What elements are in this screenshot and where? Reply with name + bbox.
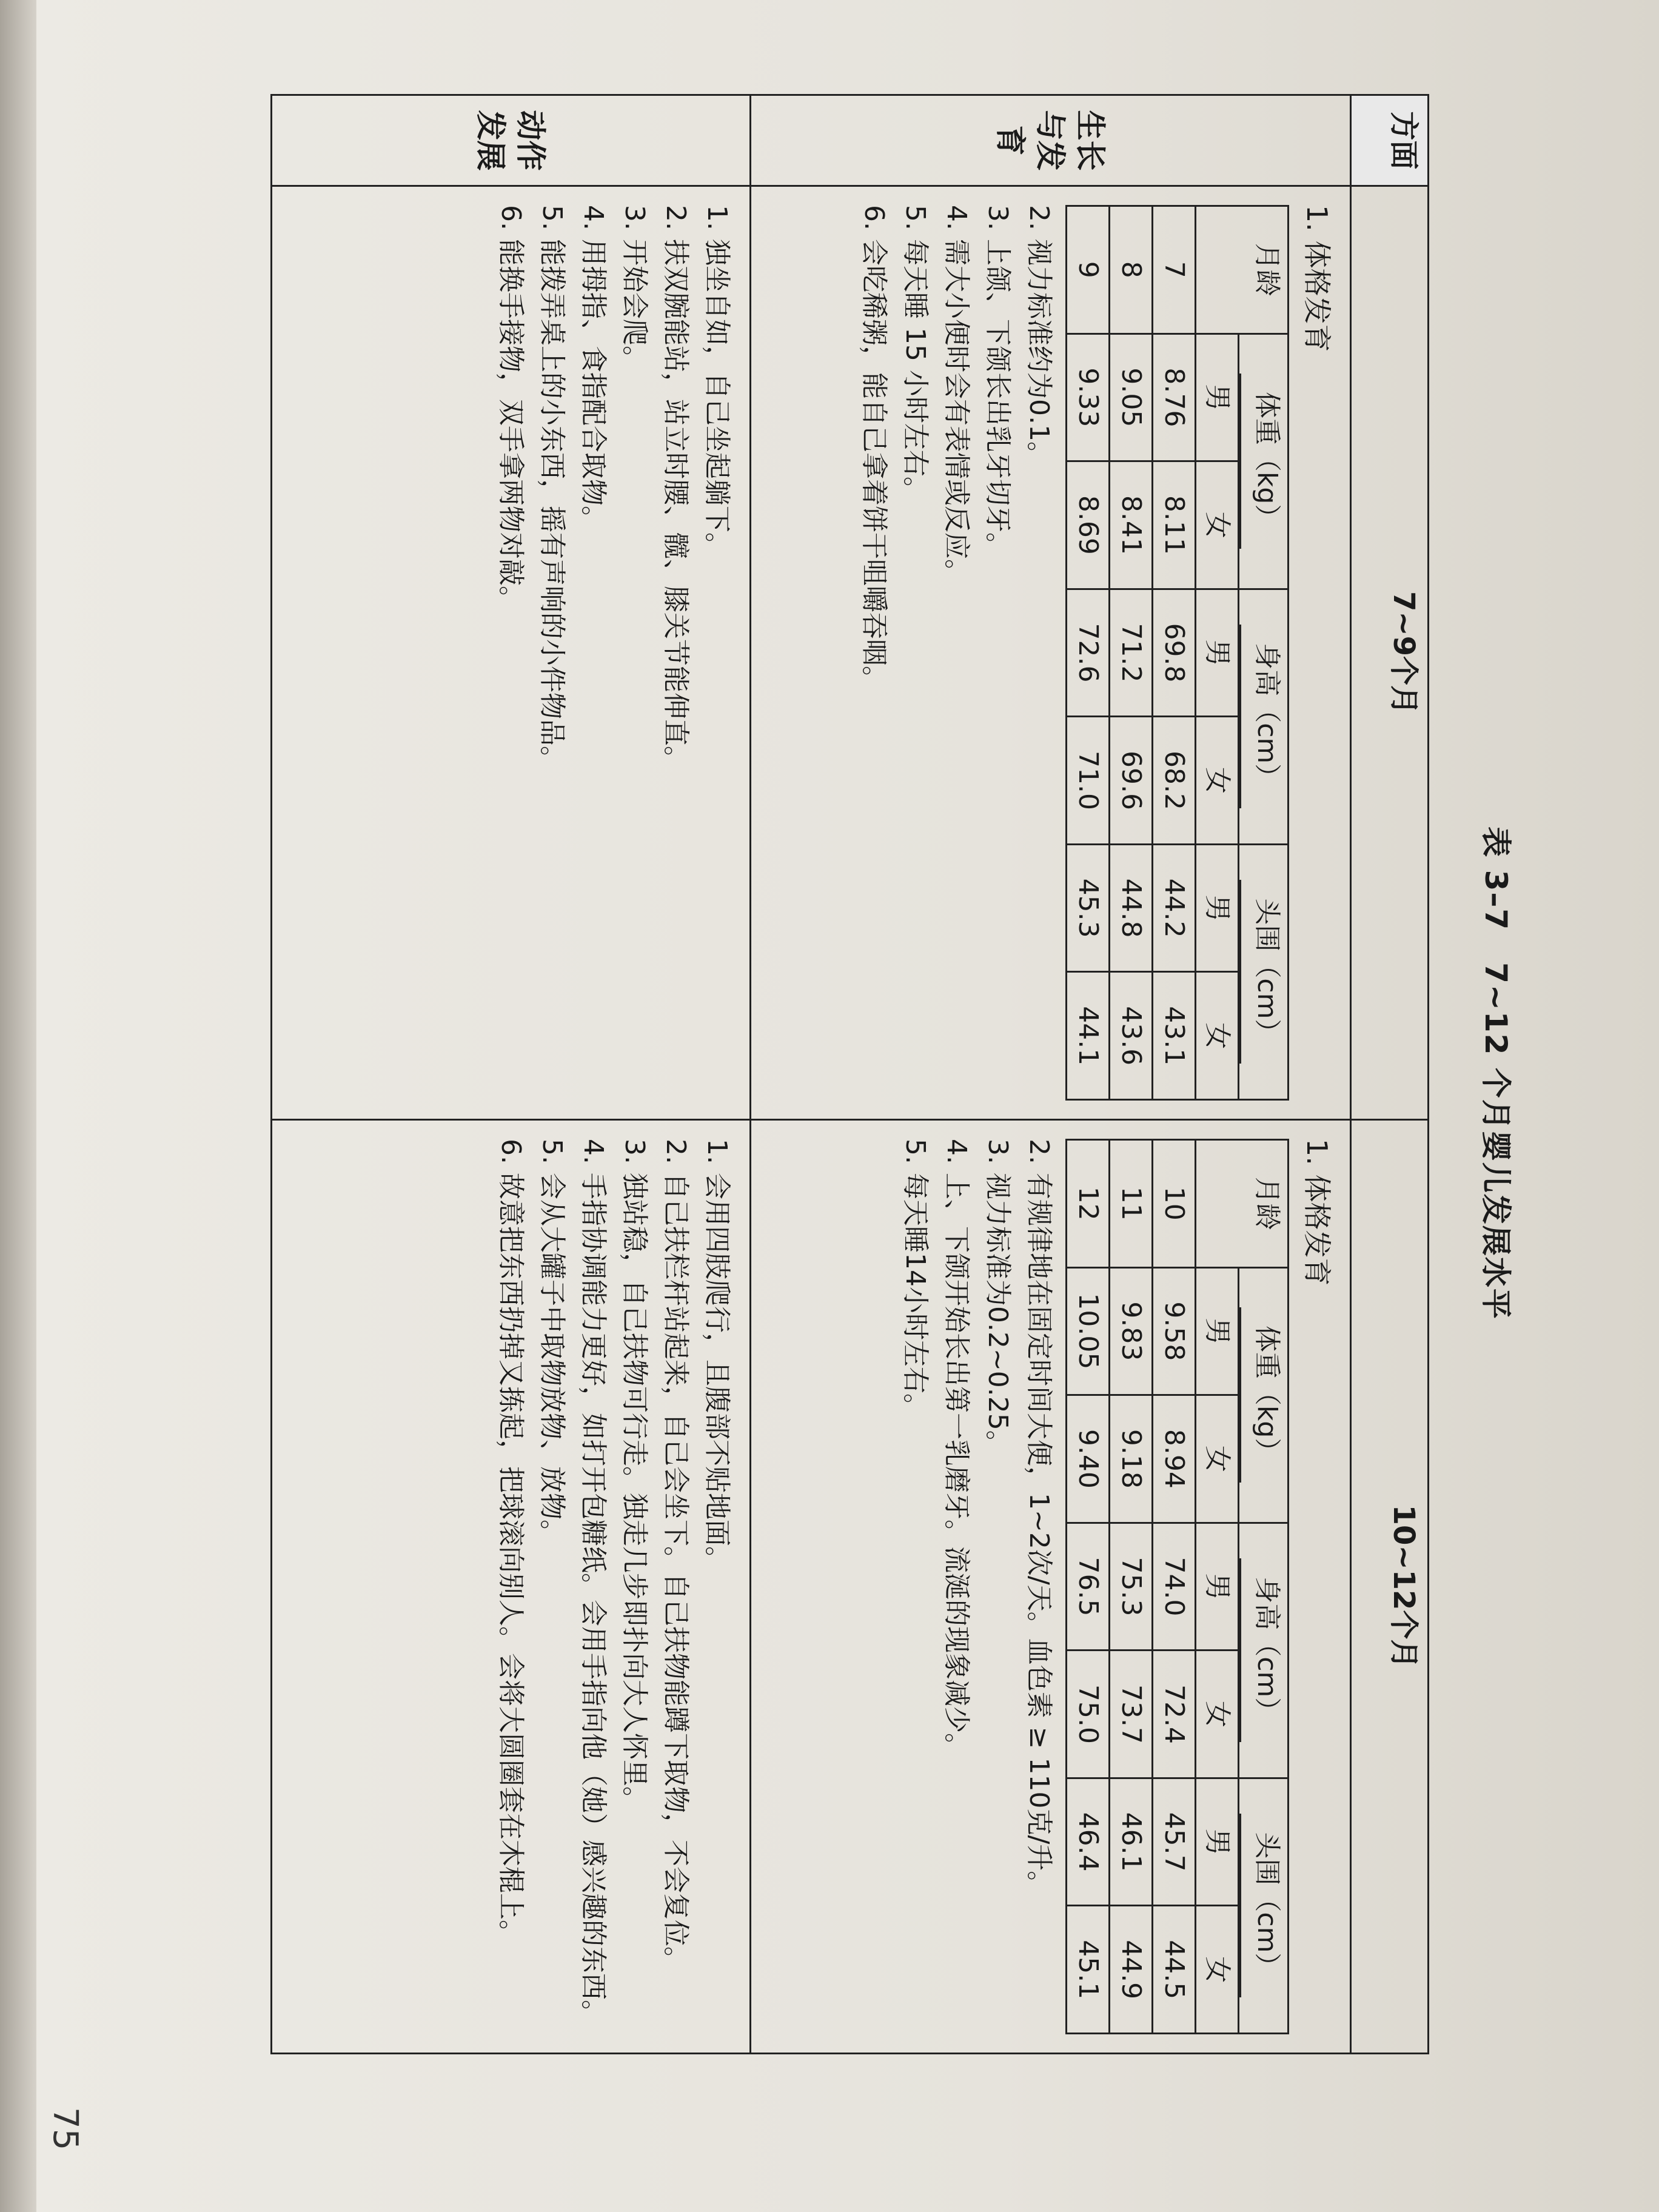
period-a-header: 7~9个月 — [1351, 186, 1429, 1120]
list-item: 4. 上、下颌开始长出第一乳磨牙。流涎的现象减少。 — [941, 1139, 972, 1760]
section-title: 1. 体格发育 — [1301, 1139, 1333, 1286]
list-item: 2. 扶双腕能站，站立时腰、髋、膝关节能伸直。 — [660, 205, 691, 773]
metrics-sex-row — [1196, 206, 1239, 1100]
metrics-data-row: 9 9.33 8.69 72.6 71.0 45.3 44.1 — [1067, 206, 1110, 1100]
sex-label: 男 — [1196, 1267, 1239, 1395]
sex-label: 女 — [1196, 717, 1239, 845]
sex-label: 女 — [1196, 1906, 1239, 2034]
growth-period-b-cell — [751, 1120, 1351, 2054]
metrics-data-row: 8 9.05 8.41 71.2 69.6 44.8 43.6 — [1110, 206, 1153, 1100]
motor-row — [272, 95, 751, 2054]
table-header-row — [1351, 95, 1429, 2054]
height-group-header: 身高（cm） — [1239, 589, 1289, 844]
list-item: 3. 上颌、下颌长出乳牙切牙。 — [982, 205, 1013, 559]
list-item: 5. 能拨弄桌上的小东西，摇有声响的小件物品。 — [537, 205, 568, 773]
motor-aspect-label: 动作发展 — [272, 95, 751, 186]
sex-label: 男 — [1196, 844, 1239, 972]
list-item: 3. 视力标准为0.2~0.25。 — [982, 1139, 1013, 1457]
motor-period-a-cell — [272, 186, 751, 1120]
head-group-header: 头围（cm） — [1239, 1778, 1289, 2033]
page-edge — [0, 0, 36, 2212]
metrics-group-row — [1239, 206, 1289, 1100]
height-group-header: 身高（cm） — [1239, 1523, 1289, 1778]
motor-period-b-cell — [272, 1120, 751, 2054]
sex-label: 女 — [1196, 1395, 1239, 1523]
growth-aspect-label: 生长与发育 — [751, 95, 1351, 186]
list-item: 5. 每天睡 15 小时左右。 — [900, 205, 931, 503]
growth-row — [751, 95, 1351, 2054]
weight-group-header: 体重（kg） — [1239, 333, 1289, 589]
list-item: 2. 自己扶栏杆站起来，自己会坐下。自己扶物能蹲下取物，不会复位。 — [660, 1139, 691, 1973]
metrics-group-row — [1239, 1140, 1289, 2034]
sex-label: 女 — [1196, 1651, 1239, 1778]
list-item: 5. 每天睡14小时左右。 — [900, 1139, 931, 1420]
rotated-page — [186, 94, 1520, 2053]
metrics-table-b — [1065, 1139, 1289, 2034]
list-item: 3. 独站稳，自己扶物可行走。独走几步即扑向大人怀里。 — [619, 1139, 650, 1813]
sex-label: 男 — [1196, 1523, 1239, 1651]
age-column-header: 月龄 — [1196, 1140, 1289, 1268]
list-item: 4. 用拇指、食指配合取物。 — [578, 205, 609, 532]
sex-label: 女 — [1196, 972, 1239, 1100]
development-table — [270, 94, 1429, 2054]
metrics-data-row: 7 8.76 8.11 69.8 68.2 44.2 43.1 — [1153, 206, 1196, 1100]
list-item: 2. 视力标准约为0.1。 — [1024, 205, 1054, 468]
metrics-sex-row — [1196, 1140, 1239, 2034]
list-item: 5. 会从大罐子中取物放物、放物。 — [537, 1139, 568, 1546]
sex-label: 男 — [1196, 589, 1239, 717]
growth-period-a-cell — [751, 186, 1351, 1120]
list-item: 6. 故意把东西扔掉又拣起，把球滚向别人。会将大圆圈套在木棍上。 — [495, 1139, 526, 1946]
weight-group-header: 体重（kg） — [1239, 1267, 1289, 1523]
metrics-data-row: 12 10.05 9.40 76.5 75.0 46.4 45.1 — [1067, 1140, 1110, 2034]
metrics-table-a — [1065, 205, 1289, 1101]
period-b-header: 10~12个月 — [1351, 1120, 1429, 2054]
sex-label: 男 — [1196, 333, 1239, 461]
list-item: 1. 会用四肢爬行，且腹部不贴地面。 — [702, 1139, 732, 1573]
sex-label: 女 — [1196, 461, 1239, 589]
age-column-header: 月龄 — [1196, 206, 1289, 334]
table-title: 表 3–7 7~12 个月婴儿发展水平 — [1478, 826, 1513, 1320]
section-title: 1. 体格发育 — [1301, 205, 1333, 352]
aspect-header: 方面 — [1351, 95, 1429, 186]
metrics-data-row: 10 9.58 8.94 74.0 72.4 45.7 44.5 — [1153, 1140, 1196, 2034]
list-item: 3. 开始会爬。 — [619, 205, 650, 372]
head-group-header: 头围（cm） — [1239, 844, 1289, 1099]
page-number: 75 — [45, 2107, 85, 2151]
list-item: 4. 手指协调能力更好，如打开包糖纸。会用手指向他（她）感兴趣的东西。 — [578, 1139, 609, 2026]
list-item: 2. 有规律地在固定时间大便，1~2次/天。血色素 ≥ 110克/升。 — [1024, 1139, 1054, 1898]
list-item: 6. 会吃稀粥，能自己拿着饼干咀嚼吞咽。 — [859, 205, 890, 692]
list-item: 4. 需大小便时会有表情或反应。 — [941, 205, 972, 586]
list-item: 1. 独坐自如，自己坐起躺下。 — [702, 205, 732, 559]
list-item: 6. 能换手接物，双手拿两物对敲。 — [495, 205, 526, 612]
sex-label: 男 — [1196, 1778, 1239, 1906]
metrics-data-row: 11 9.83 9.18 75.3 73.7 46.1 44.9 — [1110, 1140, 1153, 2034]
